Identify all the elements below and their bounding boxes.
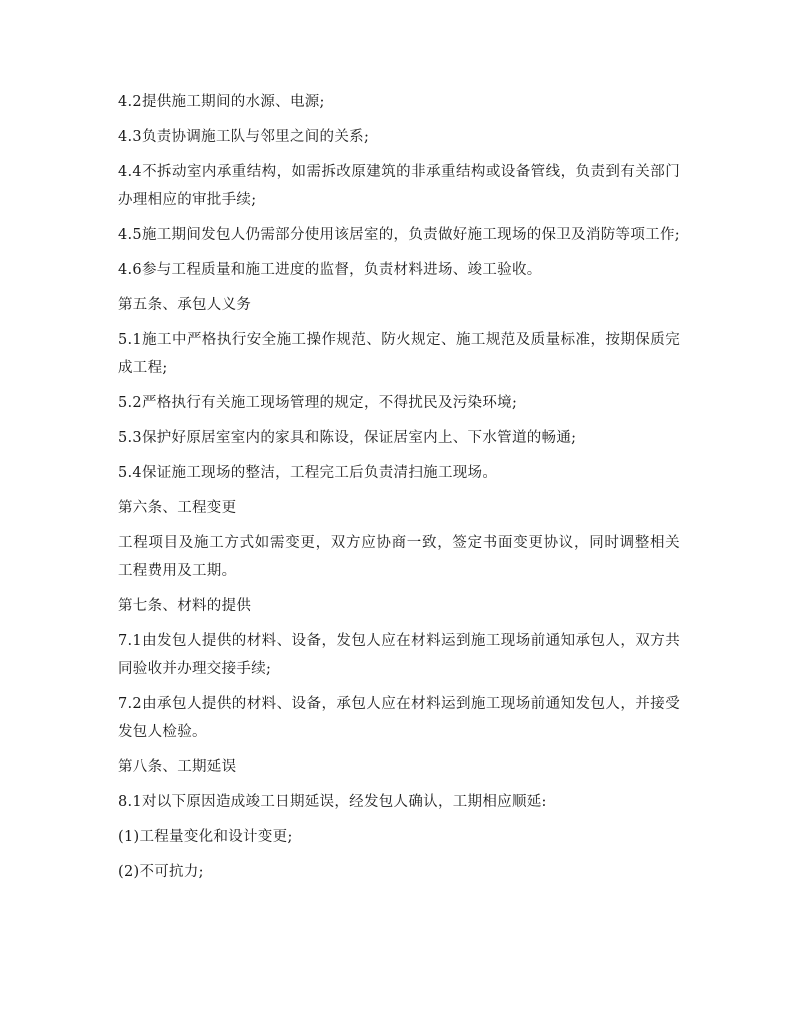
clause-8-1-item-1: (1)工程量变化和设计变更; [118,829,293,845]
clause-4-4: 4.4不拆动室内承重结构，如需拆改原建筑的非承重结构或设备管线，负责到有关部门办理相应的审批手续; [118,164,680,208]
clause-5-1: 5.1施工中严格执行安全施工操作规范、防火规定、施工规范及质量标准，按期保质完成工程; [118,332,680,376]
article-6-text: 工程项目及施工方式如需变更，双方应协商一致，签定书面变更协议，同时调整相关工程费用及工期。 [118,535,680,579]
clause-4-5: 4.5施工期间发包人仍需部分使用该居室的，负责做好施工现场的保卫及消防等项工作; [118,227,680,243]
clause-8-1: 8.1对以下原因造成竣工日期延误，经发包人确认，工期相应顺延: [118,794,547,810]
clause-4-2: 4.2提供施工期间的水源、电源; [118,94,325,110]
clause-7-1: 7.1由发包人提供的材料、设备，发包人应在材料运到施工现场前通知承包人，双方共同验收并办理交接手续; [118,633,680,677]
article-8-heading: 第八条、工期延误 [118,759,237,775]
article-6-heading: 第六条、工程变更 [118,500,237,516]
clause-7-2: 7.2由承包人提供的材料、设备，承包人应在材料运到施工现场前通知发包人，并接受发包人检验。 [118,696,680,740]
article-5-heading: 第五条、承包人义务 [118,297,252,313]
clause-8-1-item-2: (2)不可抗力; [118,864,204,880]
clause-4-6: 4.6参与工程质量和施工进度的监督，负责材料进场、竣工验收。 [118,262,542,278]
article-7-heading: 第七条、材料的提供 [118,598,252,614]
document-body [118,88,680,893]
clause-5-4: 5.4保证施工现场的整洁，工程完工后负责清扫施工现场。 [118,465,498,481]
clause-4-3: 4.3负责协调施工队与邻里之间的关系; [118,129,370,145]
clause-5-3: 5.3保护好原居室室内的家具和陈设，保证居室内上、下水管道的畅通; [118,430,577,446]
clause-5-2: 5.2严格执行有关施工现场管理的规定，不得扰民及污染环境; [118,395,518,411]
